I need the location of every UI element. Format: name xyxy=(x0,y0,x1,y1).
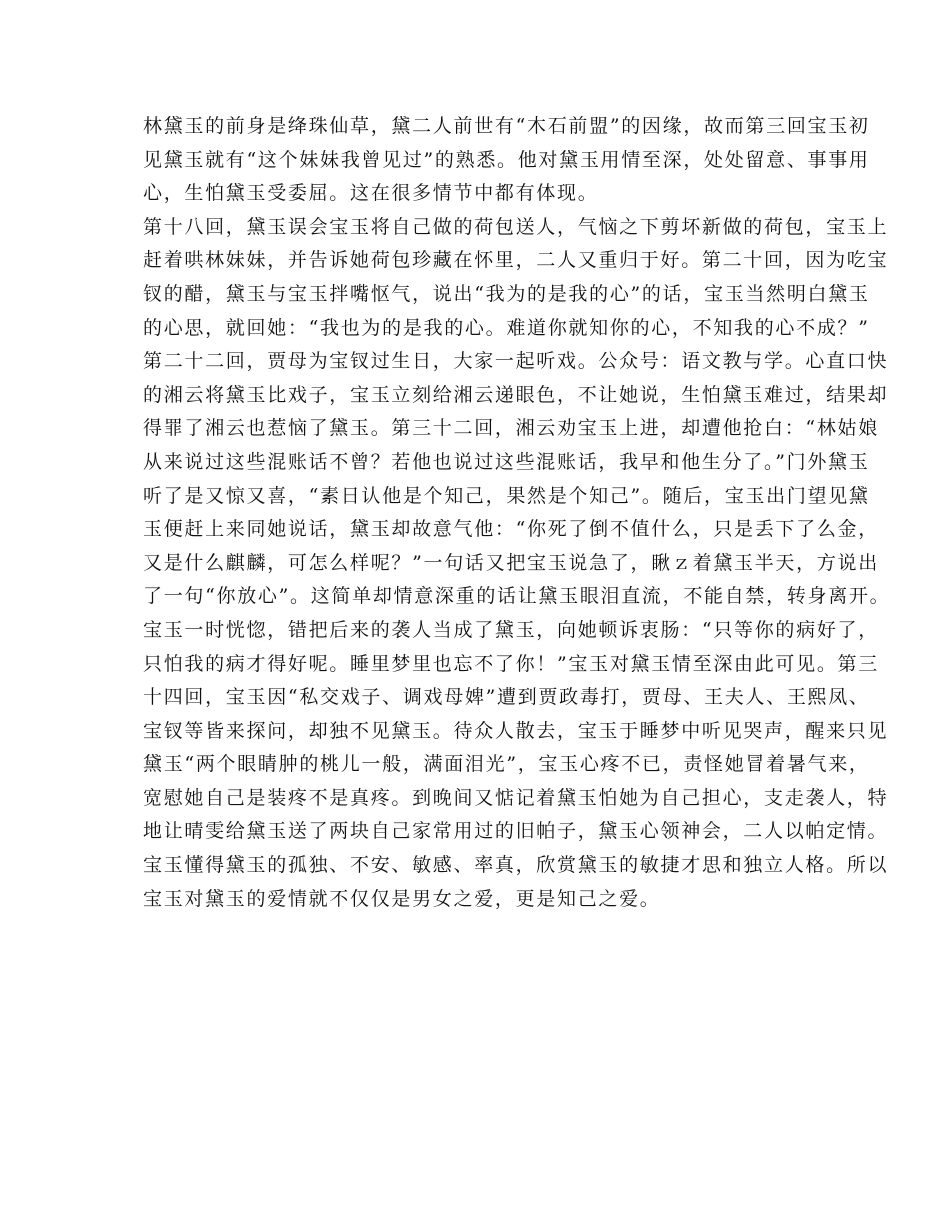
text-line: 听了是又惊又喜，“素日认他是个知己，果然是个知己”。随后，宝玉出门望见黛 xyxy=(143,484,870,507)
text-line: 心，生怕黛玉受委屈。这在很多情节中都有体现。 xyxy=(143,182,599,205)
text-line: 从来说过这些混账话不曾？若他也说过这些混账话，我早和他生分了。”门外黛玉 xyxy=(143,450,870,473)
text-line: 黛玉“两个眼睛肿的桃儿一般，满面泪光”，宝玉心疼不已，责怪她冒着暑气来， xyxy=(143,753,870,776)
text-line: 第二十二回，贾母为宝钗过生日，大家一起听戏。公众号：语文教与学。心直口快 xyxy=(143,350,889,373)
text-line: 玉便赶上来同她说话，黛玉却故意气他：“你死了倒不值什么，只是丢下了么金， xyxy=(143,518,879,541)
text-line: 只怕我的病才得好呢。睡里梦里也忘不了你！”宝玉对黛玉情至深由此可见。第三 xyxy=(143,652,879,675)
text-line: 宝玉对黛玉的爱情就不仅仅是男女之爱，更是知己之爱。 xyxy=(143,887,661,910)
text-line: 十四回，宝玉因“私交戏子、调戏母婢”遭到贾政毒打，贾母、王夫人、王熙凤、 xyxy=(143,686,870,709)
text-line: 宝玉一时恍惚，错把后来的袭人当成了黛玉，向她顿诉衷肠：“只等你的病好了， xyxy=(143,618,879,641)
text-line: 第十八回，黛玉误会宝玉将自己做的荷包送人，气恼之下剪坏新做的荷包，宝玉上 xyxy=(143,215,889,238)
text-line: 得罪了湘云也惹恼了黛玉。第三十二回，湘云劝宝玉上进，却遭他抢白：“林姑娘 xyxy=(143,417,879,440)
text-line: 宝玉懂得黛玉的孤独、不安、敏感、率真，欣赏黛玉的敏捷才思和独立人格。所以 xyxy=(143,854,889,877)
body-text xyxy=(143,110,891,916)
text-line: 赶着哄林妹妹，并告诉她荷包珍藏在怀里，二人又重归于好。第二十回，因为吃宝 xyxy=(143,249,889,272)
text-line: 林黛玉的前身是绛珠仙草，黛二人前世有“木石前盟”的因缘，故而第三回宝玉初 xyxy=(143,115,870,137)
text-line: 又是什么麒麟，可怎么样呢？”一句话又把宝玉说急了，瞅ｚ着黛玉半天，方说出 xyxy=(143,551,879,574)
text-line: 地让晴雯给黛玉送了两块自己家常用过的旧帕子，黛玉心领神会，二人以帕定情。 xyxy=(143,820,889,843)
text-line: 宽慰她自己是装疼不是真疼。到晚间又惦记着黛玉怕她为自己担心，支走袭人，特 xyxy=(143,786,889,809)
text-line: 宝钗等皆来探问，却独不见黛玉。待众人散去，宝玉于睡梦中听见哭声，醒来只见 xyxy=(143,719,889,742)
text-line: 的湘云将黛玉比戏子，宝玉立刻给湘云递眼色，不让她说，生怕黛玉难过，结果却 xyxy=(143,383,889,406)
text-line: 的心思，就回她：“我也为的是我的心。难道你就知你的心，不知我的心不成？” xyxy=(143,316,870,339)
text-line: 见黛玉就有“这个妹妹我曾见过”的熟悉。他对黛玉用情至深，处处留意、事事用 xyxy=(143,148,870,171)
text-line: 钗的醋，黛玉与宝玉拌嘴怄气，说出“我为的是我的心”的话，宝玉当然明白黛玉 xyxy=(143,282,870,305)
text-line: 了一句“你放心”。这简单却情意深重的话让黛玉眼泪直流，不能自禁，转身离开。 xyxy=(143,585,891,608)
